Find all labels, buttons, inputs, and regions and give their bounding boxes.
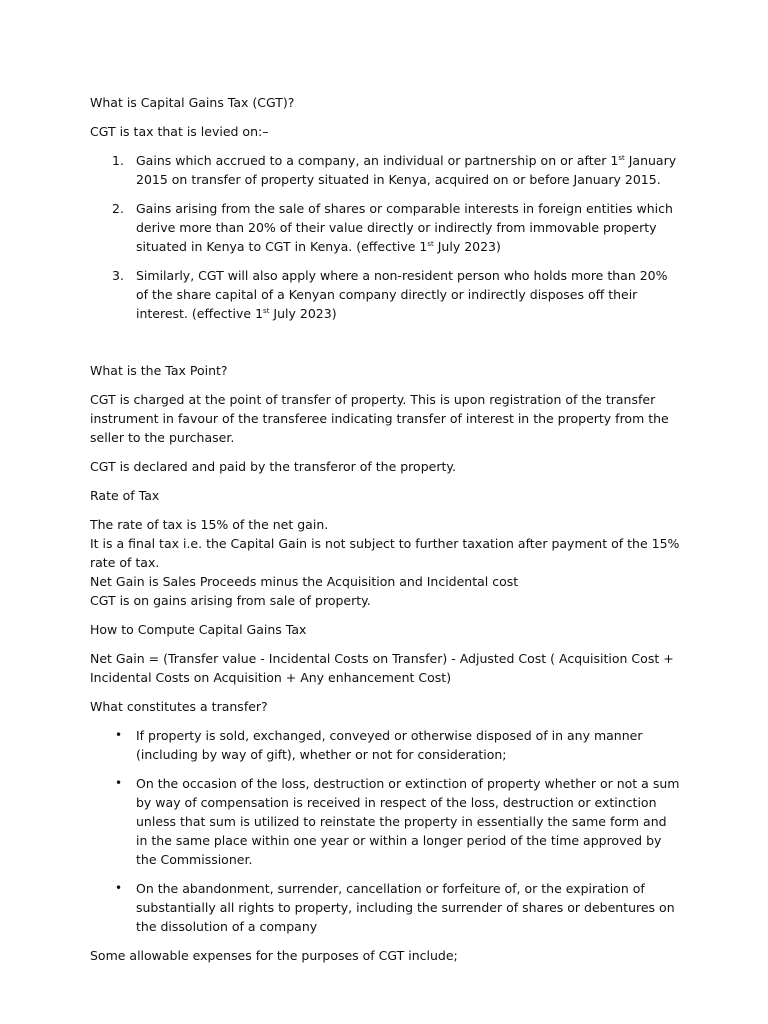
bullet-list [90,726,680,936]
bullet-text: On the abandonment, surrender, cancellation or forfeiture of, or the expiration of substantially all rights to property, including the surrender of shares or debentures on the dissolution of a company [136,881,675,934]
bullet-text: On the occasion of the loss, destruction or extinction of property whether or not a sum by way of compensation is received in respect of the loss, destruction or extinction unless that sum is utilized to reinstate the property in essentially the same form and in the same place within one year or within a longer period of the time approved by the Commissioner. [136,776,680,867]
item-number: 2. [112,201,124,216]
transfer-heading: What constitutes a transfer? [90,699,268,714]
tax-point-paragraph: CGT is charged at the point of transfer of property. This is upon registration of the transfer instrument in favour of the transferee indicating transfer of interest in the property from the seller to the purchaser. [90,392,669,445]
rate-line: Net Gain is Sales Proceeds minus the Acquisition and Incidental cost [90,574,519,589]
item-number: 3. [112,268,124,283]
section-spacer [90,333,680,361]
cgt-intro: CGT is tax that is levied on:– [90,124,269,139]
compute-formula: Net Gain = (Transfer value - Incidental Costs on Transfer) - Adjusted Cost ( Acquisition Cost + Incidental Costs on Acquisition + Any enhancement Cost) [90,651,674,685]
item-text: Gains which accrued to a company, an individual or partnership on or after 1 [136,153,619,168]
superscript: st [618,154,625,162]
bullet-item [90,774,680,869]
tax-point-heading: What is the Tax Point? [90,363,228,378]
bullet-text: If property is sold, exchanged, conveyed or otherwise disposed of in any manner (including by way of gift), whether or not for consideration; [136,728,643,762]
bullet-icon: • [115,881,123,895]
numbered-item [90,151,680,189]
rate-block [90,515,680,610]
declared-paragraph: CGT is declared and paid by the transferor of the property. [90,459,456,474]
rate-line: CGT is on gains arising from sale of property. [90,593,371,608]
item-text-end: July 2023) [433,239,501,254]
item-text-end: July 2023) [269,306,337,321]
superscript: st [427,240,434,248]
document-body [90,93,680,975]
numbered-item [90,266,680,323]
bullet-icon: • [115,728,123,742]
bullet-item [90,879,680,936]
numbered-list [90,151,680,323]
item-text: Gains arising from the sale of shares or comparable interests in foreign entities which derive more than 20% of their value directly or indirectly from immovable property situated in Kenya to CGT in Kenya. (effective 1 [136,201,673,254]
allowable-heading: Some allowable expenses for the purposes of CGT include; [90,948,458,963]
bullet-icon: • [115,776,123,790]
rate-line: The rate of tax is 15% of the net gain. [90,517,329,532]
item-text: Similarly, CGT will also apply where a non-resident person who holds more than 20% of the share capital of a Kenyan company directly or indirectly disposes off their interest. (effective 1 [136,268,668,321]
superscript: st [263,307,270,315]
bullet-item [90,726,680,764]
item-number: 1. [112,153,124,168]
compute-heading: How to Compute Capital Gains Tax [90,622,307,637]
item-text-end: January 2015 on transfer of property situated in Kenya, acquired on or before January 2015. [136,153,677,187]
numbered-item [90,199,680,256]
rate-heading: Rate of Tax [90,488,160,503]
rate-line: It is a final tax i.e. the Capital Gain is not subject to further taxation after payment of the 15% rate of tax. [90,536,680,570]
cgt-heading: What is Capital Gains Tax (CGT)? [90,95,295,110]
